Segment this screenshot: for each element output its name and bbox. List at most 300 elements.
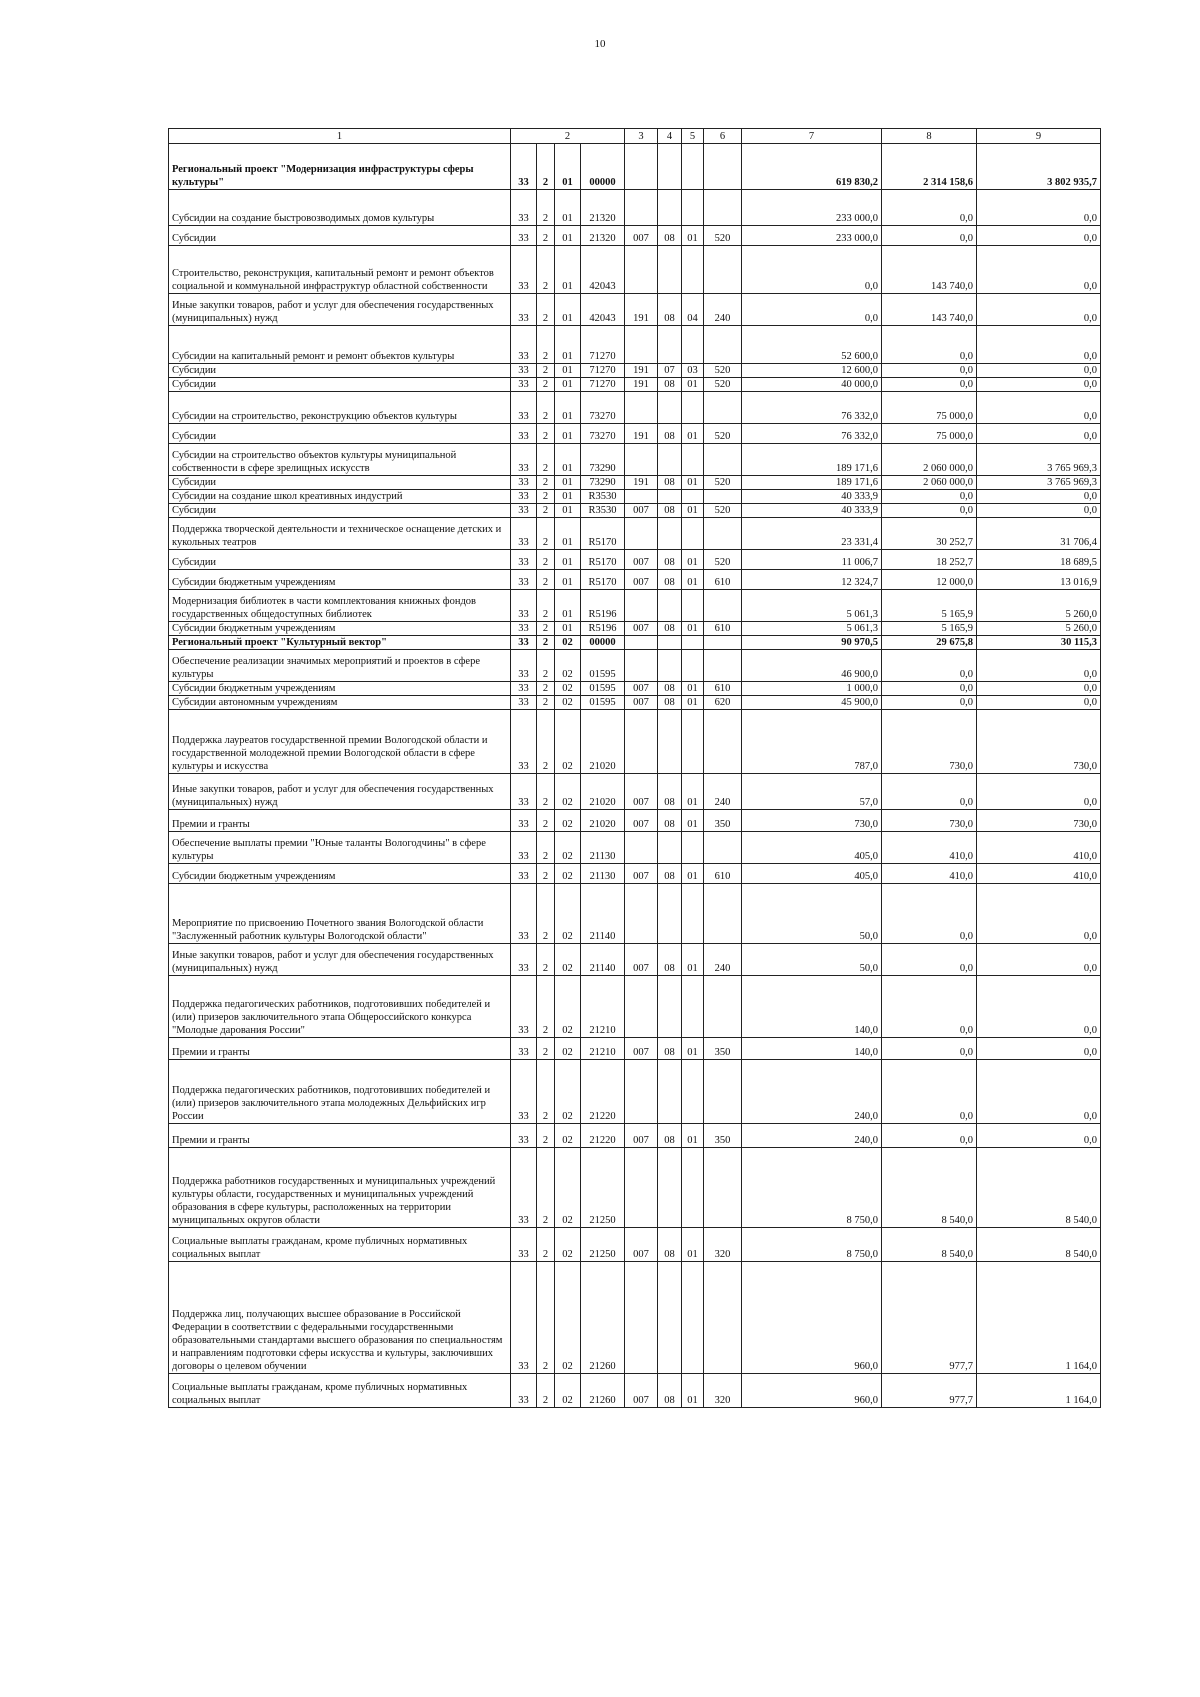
direction-code: R5170	[581, 570, 625, 590]
grbs-code: 191	[625, 378, 658, 392]
expense-type-code: 240	[704, 774, 742, 810]
subsection-code: 01	[682, 226, 704, 246]
grbs-code: 007	[625, 864, 658, 884]
program-code: 33	[511, 476, 537, 490]
expense-type-code	[704, 246, 742, 294]
amount-year-1: 960,0	[742, 1374, 882, 1408]
direction-code: R3530	[581, 504, 625, 518]
column-number-row	[169, 129, 1101, 144]
direction-code: 73290	[581, 444, 625, 476]
direction-code: R5196	[581, 622, 625, 636]
program-code: 33	[511, 144, 537, 190]
subsection-code: 01	[682, 1038, 704, 1060]
project-code: 02	[555, 1038, 581, 1060]
amount-year-2: 0,0	[882, 682, 977, 696]
amount-year-1: 57,0	[742, 774, 882, 810]
subprogram-code: 2	[537, 944, 555, 976]
item-name: Субсидии	[169, 550, 511, 570]
grbs-code: 007	[625, 226, 658, 246]
item-name: Поддержка педагогических работников, подготовивших победителей и (или) призеров заключительного этапа молодежных Дельфийских игр России	[169, 1060, 511, 1124]
amount-year-3: 730,0	[977, 710, 1101, 774]
subsection-code: 01	[682, 550, 704, 570]
table-row	[169, 144, 1101, 190]
expense-type-code	[704, 832, 742, 864]
amount-year-3: 0,0	[977, 190, 1101, 226]
expense-type-code: 320	[704, 1228, 742, 1262]
direction-code: 21250	[581, 1228, 625, 1262]
section-code	[658, 144, 682, 190]
project-code: 01	[555, 550, 581, 570]
column-header-7: 7	[742, 129, 882, 144]
subsection-code	[682, 650, 704, 682]
item-name: Строительство, реконструкция, капитальный ремонт и ремонт объектов социальной и коммунальной инфраструктур областной собственности	[169, 246, 511, 294]
subsection-code	[682, 144, 704, 190]
subprogram-code: 2	[537, 518, 555, 550]
table-row	[169, 518, 1101, 550]
subsection-code: 01	[682, 682, 704, 696]
program-code: 33	[511, 1060, 537, 1124]
section-code: 08	[658, 550, 682, 570]
direction-code: 42043	[581, 294, 625, 326]
section-code	[658, 710, 682, 774]
item-name: Субсидии	[169, 476, 511, 490]
item-name: Субсидии бюджетным учреждениям	[169, 622, 511, 636]
subprogram-code: 2	[537, 504, 555, 518]
subprogram-code: 2	[537, 622, 555, 636]
direction-code: 01595	[581, 696, 625, 710]
subprogram-code: 2	[537, 424, 555, 444]
amount-year-3: 0,0	[977, 504, 1101, 518]
project-code: 01	[555, 378, 581, 392]
subprogram-code: 2	[537, 190, 555, 226]
section-code: 08	[658, 682, 682, 696]
section-code: 08	[658, 1374, 682, 1408]
amount-year-2: 0,0	[882, 490, 977, 504]
table-row	[169, 1038, 1101, 1060]
grbs-code: 007	[625, 550, 658, 570]
direction-code: 21320	[581, 226, 625, 246]
subsection-code: 01	[682, 774, 704, 810]
page-number: 10	[594, 38, 606, 50]
amount-year-1: 233 000,0	[742, 190, 882, 226]
grbs-code	[625, 246, 658, 294]
amount-year-1: 619 830,2	[742, 144, 882, 190]
project-code: 01	[555, 490, 581, 504]
direction-code: 21220	[581, 1124, 625, 1148]
item-name: Модернизация библиотек в части комплектования книжных фондов государственных общедоступных библиотек	[169, 590, 511, 622]
expense-type-code: 520	[704, 550, 742, 570]
column-header-1: 1	[169, 129, 511, 144]
amount-year-1: 0,0	[742, 294, 882, 326]
table-row	[169, 378, 1101, 392]
expense-type-code: 320	[704, 1374, 742, 1408]
project-code: 01	[555, 326, 581, 364]
amount-year-2: 0,0	[882, 884, 977, 944]
section-code: 08	[658, 774, 682, 810]
direction-code: 21130	[581, 832, 625, 864]
direction-code: 21140	[581, 944, 625, 976]
direction-code: R5196	[581, 590, 625, 622]
direction-code: 21250	[581, 1148, 625, 1228]
direction-code: 21260	[581, 1374, 625, 1408]
project-code: 01	[555, 246, 581, 294]
program-code: 33	[511, 1228, 537, 1262]
amount-year-1: 40 333,9	[742, 490, 882, 504]
project-code: 02	[555, 710, 581, 774]
subsection-code: 01	[682, 424, 704, 444]
program-code: 33	[511, 326, 537, 364]
section-code	[658, 590, 682, 622]
subprogram-code: 2	[537, 696, 555, 710]
amount-year-3: 0,0	[977, 650, 1101, 682]
table-row	[169, 884, 1101, 944]
amount-year-3: 1 164,0	[977, 1262, 1101, 1374]
table-row	[169, 424, 1101, 444]
table-row	[169, 1060, 1101, 1124]
direction-code: 21220	[581, 1060, 625, 1124]
grbs-code	[625, 636, 658, 650]
subprogram-code: 2	[537, 1124, 555, 1148]
table-row	[169, 444, 1101, 476]
expense-type-code: 610	[704, 622, 742, 636]
amount-year-1: 52 600,0	[742, 326, 882, 364]
expense-type-code	[704, 884, 742, 944]
amount-year-2: 0,0	[882, 504, 977, 518]
project-code: 01	[555, 424, 581, 444]
item-name: Поддержка лауреатов государственной премии Вологодской области и государственной молодежной премии Вологодской области в сфере культуры и искусства	[169, 710, 511, 774]
amount-year-3: 1 164,0	[977, 1374, 1101, 1408]
program-code: 33	[511, 696, 537, 710]
program-code: 33	[511, 622, 537, 636]
program-code: 33	[511, 424, 537, 444]
grbs-code: 191	[625, 476, 658, 490]
direction-code: 73270	[581, 424, 625, 444]
grbs-code	[625, 326, 658, 364]
amount-year-1: 23 331,4	[742, 518, 882, 550]
subprogram-code: 2	[537, 326, 555, 364]
amount-year-1: 189 171,6	[742, 444, 882, 476]
direction-code: 73290	[581, 476, 625, 490]
section-code: 08	[658, 1228, 682, 1262]
amount-year-1: 45 900,0	[742, 696, 882, 710]
subprogram-code: 2	[537, 1038, 555, 1060]
amount-year-2: 0,0	[882, 1060, 977, 1124]
column-header-5: 5	[682, 129, 704, 144]
amount-year-1: 50,0	[742, 884, 882, 944]
amount-year-3: 0,0	[977, 1038, 1101, 1060]
program-code: 33	[511, 378, 537, 392]
grbs-code	[625, 650, 658, 682]
section-code	[658, 884, 682, 944]
section-code	[658, 326, 682, 364]
program-code: 33	[511, 884, 537, 944]
amount-year-3: 730,0	[977, 810, 1101, 832]
expense-type-code	[704, 518, 742, 550]
amount-year-3: 8 540,0	[977, 1148, 1101, 1228]
table-row	[169, 326, 1101, 364]
item-name: Иные закупки товаров, работ и услуг для обеспечения государственных (муниципальных) нужд	[169, 774, 511, 810]
program-code: 33	[511, 976, 537, 1038]
subsection-code	[682, 636, 704, 650]
item-name: Субсидии	[169, 504, 511, 518]
direction-code: 42043	[581, 246, 625, 294]
expense-type-code	[704, 190, 742, 226]
section-code: 08	[658, 294, 682, 326]
expense-type-code: 520	[704, 424, 742, 444]
subsection-code	[682, 1262, 704, 1374]
program-code: 33	[511, 1262, 537, 1374]
subprogram-code: 2	[537, 884, 555, 944]
amount-year-3: 0,0	[977, 246, 1101, 294]
subsection-code	[682, 246, 704, 294]
amount-year-2: 410,0	[882, 832, 977, 864]
project-code: 02	[555, 864, 581, 884]
direction-code: 21020	[581, 810, 625, 832]
item-name: Региональный проект "Культурный вектор"	[169, 636, 511, 650]
project-code: 02	[555, 650, 581, 682]
subprogram-code: 2	[537, 774, 555, 810]
project-code: 01	[555, 476, 581, 490]
amount-year-2: 0,0	[882, 226, 977, 246]
amount-year-3: 0,0	[977, 294, 1101, 326]
direction-code: 71270	[581, 326, 625, 364]
table-row	[169, 1148, 1101, 1228]
amount-year-2: 8 540,0	[882, 1228, 977, 1262]
expense-type-code: 350	[704, 1124, 742, 1148]
amount-year-3: 410,0	[977, 864, 1101, 884]
amount-year-2: 2 314 158,6	[882, 144, 977, 190]
project-code: 02	[555, 696, 581, 710]
expense-type-code	[704, 650, 742, 682]
item-name: Субсидии на строительство объектов культуры муниципальной собственности в сфере зрелищных искусств	[169, 444, 511, 476]
grbs-code: 191	[625, 364, 658, 378]
grbs-code	[625, 976, 658, 1038]
expense-type-code: 520	[704, 476, 742, 490]
subprogram-code: 2	[537, 710, 555, 774]
subprogram-code: 2	[537, 294, 555, 326]
item-name: Субсидии на создание школ креативных индустрий	[169, 490, 511, 504]
amount-year-2: 2 060 000,0	[882, 444, 977, 476]
amount-year-3: 0,0	[977, 774, 1101, 810]
section-code: 08	[658, 476, 682, 490]
grbs-code	[625, 884, 658, 944]
column-header-4: 4	[658, 129, 682, 144]
amount-year-3: 0,0	[977, 326, 1101, 364]
direction-code: 21020	[581, 710, 625, 774]
amount-year-1: 8 750,0	[742, 1228, 882, 1262]
table-row	[169, 1228, 1101, 1262]
amount-year-3: 0,0	[977, 378, 1101, 392]
amount-year-3: 0,0	[977, 424, 1101, 444]
amount-year-2: 977,7	[882, 1262, 977, 1374]
item-name: Субсидии автономным учреждениям	[169, 696, 511, 710]
subprogram-code: 2	[537, 976, 555, 1038]
subsection-code: 01	[682, 570, 704, 590]
direction-code: R3530	[581, 490, 625, 504]
table-row	[169, 622, 1101, 636]
item-name: Мероприятие по присвоению Почетного звания Вологодской области "Заслуженный работник культуры Вологодской области"	[169, 884, 511, 944]
grbs-code: 007	[625, 1124, 658, 1148]
item-name: Поддержка лиц, получающих высшее образование в Российской Федерации в соответствии с федеральными государственными образовательными стандартами высшего образования по специальностям и направлениям подготовки сферы искусства и культуры, заключивших договоры о целевом обучении	[169, 1262, 511, 1374]
amount-year-2: 2 060 000,0	[882, 476, 977, 490]
project-code: 02	[555, 1374, 581, 1408]
table-row	[169, 650, 1101, 682]
direction-code: 21320	[581, 190, 625, 226]
expense-type-code	[704, 710, 742, 774]
budget-table	[168, 128, 1101, 1408]
direction-code: 21140	[581, 884, 625, 944]
table-row	[169, 944, 1101, 976]
project-code: 02	[555, 682, 581, 696]
amount-year-1: 12 600,0	[742, 364, 882, 378]
amount-year-2: 0,0	[882, 364, 977, 378]
item-name: Субсидии бюджетным учреждениям	[169, 570, 511, 590]
program-code: 33	[511, 190, 537, 226]
amount-year-1: 960,0	[742, 1262, 882, 1374]
expense-type-code	[704, 444, 742, 476]
amount-year-2: 0,0	[882, 1038, 977, 1060]
table-row	[169, 682, 1101, 696]
table-row	[169, 1262, 1101, 1374]
subsection-code: 01	[682, 1124, 704, 1148]
expense-type-code: 610	[704, 570, 742, 590]
project-code: 02	[555, 1262, 581, 1374]
project-code: 01	[555, 364, 581, 378]
direction-code: 21130	[581, 864, 625, 884]
subprogram-code: 2	[537, 378, 555, 392]
section-code: 08	[658, 570, 682, 590]
subsection-code	[682, 190, 704, 226]
item-name: Иные закупки товаров, работ и услуг для обеспечения государственных (муниципальных) нужд	[169, 294, 511, 326]
subprogram-code: 2	[537, 590, 555, 622]
project-code: 02	[555, 884, 581, 944]
subprogram-code: 2	[537, 476, 555, 490]
table-row	[169, 190, 1101, 226]
subprogram-code: 2	[537, 226, 555, 246]
subsection-code	[682, 710, 704, 774]
program-code: 33	[511, 392, 537, 424]
direction-code: 73270	[581, 392, 625, 424]
section-code: 08	[658, 1038, 682, 1060]
item-name: Поддержка творческой деятельности и техническое оснащение детских и кукольных театров	[169, 518, 511, 550]
project-code: 02	[555, 944, 581, 976]
expense-type-code: 610	[704, 864, 742, 884]
amount-year-1: 189 171,6	[742, 476, 882, 490]
amount-year-1: 405,0	[742, 832, 882, 864]
expense-type-code	[704, 636, 742, 650]
grbs-code	[625, 710, 658, 774]
amount-year-3: 0,0	[977, 392, 1101, 424]
amount-year-1: 5 061,3	[742, 590, 882, 622]
expense-type-code	[704, 1060, 742, 1124]
amount-year-2: 0,0	[882, 696, 977, 710]
subsection-code	[682, 884, 704, 944]
table-row	[169, 976, 1101, 1038]
item-name: Субсидии на создание быстровозводимых домов культуры	[169, 190, 511, 226]
program-code: 33	[511, 682, 537, 696]
subsection-code: 01	[682, 864, 704, 884]
table-row	[169, 476, 1101, 490]
subprogram-code: 2	[537, 1060, 555, 1124]
amount-year-1: 0,0	[742, 246, 882, 294]
program-code: 33	[511, 1374, 537, 1408]
table-row	[169, 636, 1101, 650]
subsection-code	[682, 518, 704, 550]
subsection-code	[682, 444, 704, 476]
amount-year-1: 5 061,3	[742, 622, 882, 636]
program-code: 33	[511, 1038, 537, 1060]
column-header-2: 2	[511, 129, 625, 144]
subsection-code: 01	[682, 476, 704, 490]
amount-year-2: 977,7	[882, 1374, 977, 1408]
amount-year-2: 730,0	[882, 810, 977, 832]
amount-year-2: 143 740,0	[882, 294, 977, 326]
section-code: 08	[658, 424, 682, 444]
grbs-code: 007	[625, 1374, 658, 1408]
amount-year-1: 12 324,7	[742, 570, 882, 590]
program-code: 33	[511, 226, 537, 246]
subsection-code	[682, 590, 704, 622]
subsection-code	[682, 1060, 704, 1124]
amount-year-3: 3 765 969,3	[977, 476, 1101, 490]
amount-year-3: 18 689,5	[977, 550, 1101, 570]
direction-code: 71270	[581, 378, 625, 392]
grbs-code: 007	[625, 682, 658, 696]
amount-year-3: 0,0	[977, 976, 1101, 1038]
project-code: 02	[555, 636, 581, 650]
amount-year-2: 0,0	[882, 326, 977, 364]
section-code	[658, 650, 682, 682]
section-code: 08	[658, 378, 682, 392]
amount-year-1: 787,0	[742, 710, 882, 774]
subsection-code	[682, 1148, 704, 1228]
subprogram-code: 2	[537, 570, 555, 590]
item-name: Премии и гранты	[169, 1124, 511, 1148]
grbs-code: 007	[625, 570, 658, 590]
amount-year-2: 0,0	[882, 1124, 977, 1148]
amount-year-3: 3 765 969,3	[977, 444, 1101, 476]
program-code: 33	[511, 774, 537, 810]
direction-code: R5170	[581, 550, 625, 570]
amount-year-3: 0,0	[977, 226, 1101, 246]
grbs-code	[625, 190, 658, 226]
amount-year-3: 31 706,4	[977, 518, 1101, 550]
expense-type-code: 350	[704, 810, 742, 832]
expense-type-code: 350	[704, 1038, 742, 1060]
section-code	[658, 518, 682, 550]
amount-year-3: 8 540,0	[977, 1228, 1101, 1262]
project-code: 02	[555, 1148, 581, 1228]
table-body	[169, 144, 1101, 1408]
amount-year-2: 75 000,0	[882, 424, 977, 444]
item-name: Субсидии бюджетным учреждениям	[169, 864, 511, 884]
expense-type-code: 240	[704, 294, 742, 326]
amount-year-3: 0,0	[977, 682, 1101, 696]
program-code: 33	[511, 444, 537, 476]
amount-year-3: 410,0	[977, 832, 1101, 864]
project-code: 01	[555, 518, 581, 550]
program-code: 33	[511, 832, 537, 864]
section-code	[658, 976, 682, 1038]
amount-year-2: 18 252,7	[882, 550, 977, 570]
grbs-code	[625, 392, 658, 424]
amount-year-2: 0,0	[882, 650, 977, 682]
amount-year-1: 76 332,0	[742, 392, 882, 424]
amount-year-2: 0,0	[882, 976, 977, 1038]
program-code: 33	[511, 710, 537, 774]
item-name: Субсидии	[169, 424, 511, 444]
project-code: 02	[555, 976, 581, 1038]
